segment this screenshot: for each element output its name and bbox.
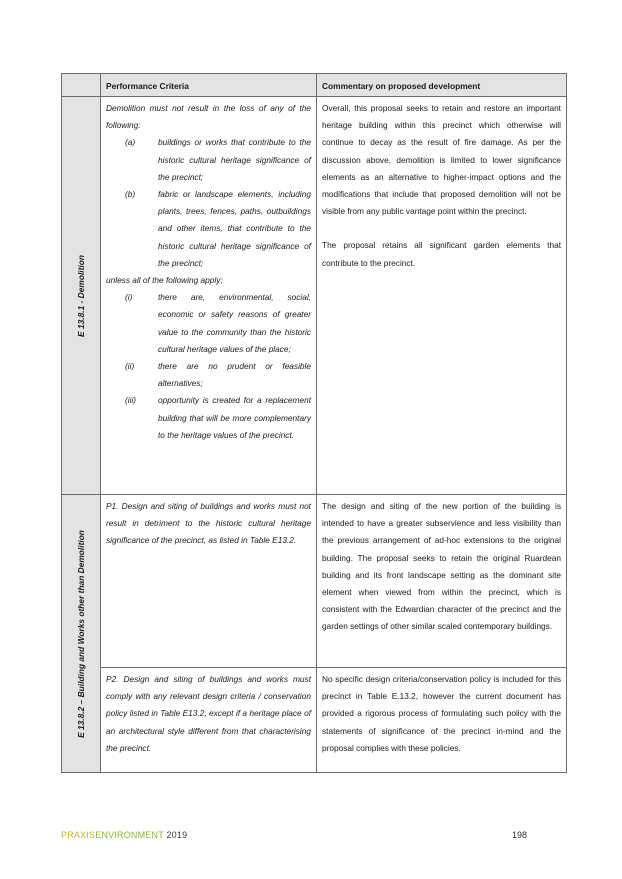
section-label-cell [62,495,101,773]
item-number: (iii) [125,395,137,406]
item-number: (a) [125,137,136,148]
page-number: 198 [512,830,528,840]
section-demolition-row [62,97,567,495]
footer-year: 2019 [166,830,188,840]
item-text: opportunity is created for a replacement building that will be more complementary to the heritage values of the precinct. [158,395,311,440]
list-item [106,134,311,186]
criteria-cell [101,668,317,773]
section-building-works-row-p1 [62,495,567,668]
criteria-cell [101,495,317,668]
commentary-p2: No specific design criteria/conservation policy is included for this precinct in Table E.13.2, however the current document has provided a rigorous process of formulating such policy with the statements of significance of the precinct in-mind and the proposal complies with these policies. [322,674,561,753]
item-number: (b) [125,189,136,200]
criteria-cell [101,97,317,495]
criteria-intro: Demolition must not result in the loss of any of the following: [106,103,311,131]
section-label-building-works: E 13.8.2 – Building and Works other than Demolition [76,529,86,738]
criteria-p2: P2. Design and siting of buildings and works must comply with any relevant design criteria / conservation policy listed in Table E13.2, except if a heritage place of an architectural style different from that characterising the precinct. [106,674,311,753]
commentary-paragraph: The proposal retains all significant garden elements that contribute to the precinct. [322,240,561,268]
commentary-cell [317,495,567,668]
commentary-cell [317,97,567,495]
performance-criteria-table [61,73,567,773]
criteria-p1: P1. Design and siting of buildings and works must not result in detriment to the historic cultural heritage significance of the precinct, as listed in Table E13.2. [106,501,311,546]
section-label-demolition: E 13.8.1 - Demolition [76,254,86,337]
table-header-row [62,74,567,97]
item-text: there are no prudent or feasible alternatives; [158,361,311,389]
commentary-p1: The design and siting of the new portion of the building is intended to have a greater subservience and less visibility than the previous arrangement of ad-hoc extensions to the original building. The proposal seeks to retain the original Ruardean building and its front landscape setting as the dominant site element when viewed from within the precinct, which is consistent with the Edwardian character of the precinct and the garden settings of other similar scaled contemporary buildings. [322,501,561,632]
list-item [106,358,311,392]
header-commentary: Commentary on proposed development [317,74,567,97]
item-number: (i) [125,292,133,303]
item-number: (ii) [125,361,135,372]
item-text: there are, environmental, social, economic or safety reasons of greater value to the community than the historic cultural heritage values of the place; [158,292,311,354]
header-blank-cell [62,74,101,97]
section-label-cell [62,97,101,495]
list-item [106,289,311,358]
list-item [106,186,311,272]
list-item [106,392,311,444]
footer-brand [61,830,187,840]
footer-brand-praxis: PRAXIS [61,830,96,840]
item-text: fabric or landscape elements, including plants, trees, fences, paths, outbuildings and other items, that contribute to the historic cultural heritage significance of the precinct; [158,189,311,268]
footer-brand-environment: ENVIRONMENT [95,830,164,840]
header-performance-criteria: Performance Criteria [101,74,317,97]
commentary-paragraph: Overall, this proposal seeks to retain and restore an important heritage building within this precinct which otherwise will continue to decay as the result of fire damage. As per the discussion above, demolition is limited to lower significance elements as an alternative to higher-impact options and the modifications that include that proposed demolition will not be visible from any public vantage point within the precinct. [322,103,561,217]
item-text: buildings or works that contribute to the historic cultural heritage significance of the precinct; [158,137,311,182]
section-building-works-row-p2 [62,668,567,773]
commentary-cell [317,668,567,773]
criteria-unless: unless all of the following apply; [106,275,223,286]
